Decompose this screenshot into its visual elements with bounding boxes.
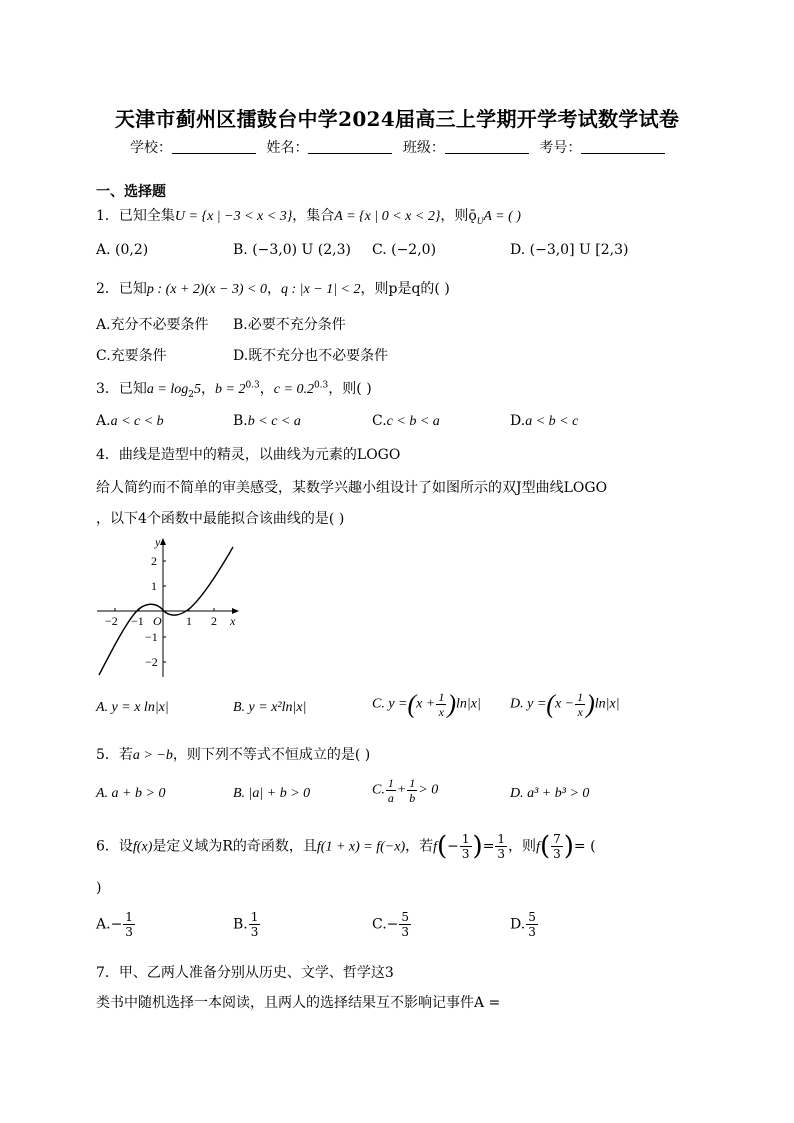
q3-b-def: b = 2 [215, 382, 246, 397]
y-axis-label: y [155, 535, 161, 549]
q6-d-letter: D. [510, 916, 526, 933]
q6-b-num: 1 [250, 910, 259, 924]
q4-d-suffix: ln|x| [594, 696, 620, 712]
q6-a-num: 1 [125, 910, 133, 924]
q4-d-frac-den: x [577, 705, 583, 719]
q1-option-d[interactable]: D. (−3,0] U [2,3) [510, 242, 629, 258]
x-axis-label: x [230, 614, 236, 628]
x-tick-label: 2 [211, 614, 217, 628]
number-blank[interactable] [581, 139, 665, 154]
question-7-line-2: 类书中随机选择一本阅读，且两人的选择结果互不影响记事件A = [96, 995, 501, 1011]
q6-d-num: 5 [528, 910, 536, 924]
q5-option-a[interactable]: A. a + b > 0 [96, 786, 166, 801]
q4-d-inner: x − [554, 696, 575, 712]
q4-d-prefix: D. y = [510, 696, 547, 712]
q6-rhs-num: 1 [497, 832, 506, 846]
q2-option-a[interactable]: A.充分不必要条件 [96, 317, 209, 333]
q6-b-letter: B. [233, 916, 248, 933]
q1-option-c[interactable]: C. (−2,0) [372, 242, 437, 258]
q6-equals: = [482, 838, 495, 855]
q6-c-den: 3 [401, 925, 410, 939]
q3-option-a-letter: A. [96, 413, 111, 429]
q1-option-b[interactable]: B. (−3,0) U (2,3) [233, 242, 351, 258]
q1-text-a: 1．已知全集 [96, 208, 175, 224]
q5-option-c[interactable]: C. $\frac{1}{a}$ + $\frac{1}{b}$ > 0 [372, 776, 439, 805]
q5-option-b[interactable]: B. |a| + b > 0 [233, 786, 311, 801]
q4-option-b[interactable]: B. y = x²ln|x| [233, 700, 307, 715]
q3-a-arg: 5 [194, 382, 201, 397]
q5-option-d[interactable]: D. a³ + b³ > 0 [510, 786, 590, 801]
q3-option-a-text: a < c < b [110, 414, 164, 429]
x-tick-label: −2 [105, 614, 118, 628]
q6-rhs-den: 3 [497, 847, 506, 861]
q1-text-b: ，集合 [292, 208, 335, 224]
question-2-stem [96, 278, 450, 298]
q4-c-inner: x + [416, 696, 436, 712]
q6-a-den: 3 [125, 925, 133, 939]
q3-option-a[interactable] [96, 413, 164, 430]
q4-option-a[interactable]: A. y = x ln|x| [96, 700, 169, 715]
question-4-line-2: 给人简约而不简单的审美感受，某数学兴趣小组设计了如图所示的双J型曲线LOGO [96, 480, 608, 496]
question-5-stem [96, 744, 370, 764]
y-tick-label: −1 [145, 630, 158, 644]
class-label: 班级： [402, 140, 445, 156]
q4-d-frac-num: 1 [577, 690, 584, 704]
name-label: 姓名： [266, 140, 309, 156]
q4-option-d[interactable]: D. y =(x − $\frac{1}{x}$ )ln|x| [510, 689, 620, 719]
q4-c-frac-den: x [438, 705, 444, 719]
q2-text-a: 2．已知 [96, 281, 147, 297]
q6-a-letter: A. [96, 916, 111, 933]
q3-c-exp: 0.3 [313, 380, 329, 391]
q6-b-den: 3 [250, 925, 259, 939]
q3-option-c-letter: C. [372, 413, 387, 429]
y-tick-label: 1 [151, 579, 157, 593]
q2-option-b[interactable]: B.必要不充分条件 [233, 317, 346, 333]
q2-option-c[interactable]: C.充要条件 [96, 348, 167, 364]
q6-close-paren: ) [96, 880, 102, 896]
school-blank[interactable] [172, 139, 256, 154]
q6-c-num: 5 [401, 910, 410, 924]
q5-c-d2: b [409, 791, 416, 805]
name-blank[interactable] [308, 139, 392, 154]
question-6-stem: 6．设f(x)是定义域为R的奇函数，且f(1 + x) = f(−x)，若f(− $\frac{1}{3}$ )= $\frac{1}{3}$ ，则f( $\frac{7}{3}$ )= ( [96, 831, 596, 862]
page-title: 天津市蓟州区擂鼓台中学2024届高三上学期开学考试数学试卷 [114, 107, 680, 131]
class-blank[interactable] [445, 139, 529, 154]
x-tick-label: 1 [186, 614, 192, 628]
q1-option-a[interactable]: A. (0,2) [96, 242, 149, 258]
q4-c-frac-num: 1 [438, 690, 445, 704]
q6-frac1-den: 3 [461, 847, 470, 861]
q6-frac2-num: 7 [553, 832, 561, 846]
q1-text-c: ，则 [440, 208, 469, 224]
q2-q: q : |x − 1| < 2 [281, 282, 361, 297]
q3-option-b-letter: B. [233, 413, 248, 429]
school-label: 学校： [130, 140, 172, 156]
q6-option-c[interactable] [372, 910, 412, 939]
q6-c-letter: C. [372, 916, 387, 933]
q3-c-def: c = 0.2 [273, 382, 314, 397]
q4-c-suffix: ln|x| [456, 696, 481, 712]
q6-c-sign: − [386, 916, 399, 933]
q3-option-b-text: b < c < a [247, 414, 301, 429]
q6-frac2-den: 3 [553, 847, 561, 861]
y-tick-label: 2 [151, 554, 157, 568]
q6-option-b[interactable] [233, 910, 261, 939]
q6-text-b: 是定义域为R的奇函数，且 [152, 838, 317, 855]
q2-text-b: ，则p是q的( ) [360, 281, 450, 297]
q6-a-sign: − [110, 916, 123, 933]
q1-complement-rest: A = ( ) [483, 209, 521, 224]
y-tick-label: −2 [145, 655, 158, 669]
question-7-line-1: 7．甲、乙两人准备分别从历史、文学、哲学这3 [96, 965, 394, 981]
q3-option-c[interactable] [372, 413, 440, 430]
q6-d-den: 3 [528, 925, 536, 939]
section-heading: 一、选择题 [96, 184, 166, 200]
q6-option-a[interactable] [96, 910, 136, 939]
q1-complement-symbol: ǭ [468, 208, 477, 224]
q4-option-c[interactable]: C. y =(x + $\frac{1}{x}$ )ln|x| [372, 689, 481, 719]
q1-set-u: U = {x | −3 < x < 3} [174, 209, 293, 224]
x-tick-label: −1 [131, 614, 144, 628]
q3-text-b: ，则( ) [328, 381, 372, 397]
curve-graph [93, 533, 243, 681]
q3-option-c-text: c < b < a [386, 414, 440, 429]
q6-equation: f(1 + x) = f(−x) [316, 839, 406, 855]
q3-a-def: a = log [146, 382, 189, 397]
q1-set-a: A = {x | 0 < x < 2} [334, 209, 441, 224]
q2-p: p : (x + 2)(x − 3) < 0 [146, 282, 268, 297]
q6-frac1-num: 1 [461, 832, 470, 846]
q5-c-n2: 1 [409, 776, 416, 790]
q5-condition: a > −b [132, 748, 173, 763]
q5-c-prefix: C. [372, 782, 385, 798]
q2-option-d[interactable]: D.既不充分也不必要条件 [233, 348, 389, 364]
q6-fx: f(x) [132, 839, 153, 855]
y-axis-arrow [160, 538, 166, 545]
q3-option-d-text: a < b < c [525, 414, 579, 429]
student-info-row [130, 137, 671, 157]
q6-option-d[interactable] [510, 910, 539, 939]
q5-c-suffix: > 0 [418, 782, 439, 798]
number-label: 考号： [539, 140, 582, 156]
q6-text-d: ，则 [508, 838, 537, 855]
q3-option-b[interactable] [233, 413, 301, 430]
q5-text-a: 5．若 [96, 747, 133, 763]
q3-option-d[interactable] [510, 413, 578, 430]
q5-c-d1: a [387, 791, 394, 805]
q6-tail: = ( [573, 838, 596, 855]
q1-complement-sub: U [476, 215, 484, 226]
q6-f2: f [536, 839, 540, 855]
q6-text-c: ，若 [405, 838, 434, 855]
q3-b-exp: 0.3 [245, 380, 260, 391]
q5-c-n1: 1 [387, 776, 394, 790]
question-4-line-1: 4．曲线是造型中的精灵，以曲线为元素的LOGO [96, 447, 401, 463]
origin-label: O [153, 614, 162, 628]
q3-a-base: 2 [188, 389, 194, 400]
question-3-stem: 3．已知$a = \log_25$，$b = 2^{0.3}$，$c = 0.2^{0.3}$，则( ) [96, 380, 372, 400]
q4-c-prefix: C. y = [372, 696, 408, 712]
q2-sep: ， [267, 281, 282, 297]
q3-option-d-letter: D. [510, 413, 526, 429]
question-1-stem [96, 205, 521, 226]
q3-text-a: 3．已知 [96, 381, 147, 397]
question-4-line-3: ，以下4个函数中最能拟合该曲线的是( ) [96, 511, 345, 527]
q6-text-a: 6．设 [96, 838, 133, 855]
q5-text-b: ，则下列不等式不恒成立的是( ) [172, 747, 371, 763]
q6-f1: f [433, 839, 437, 855]
